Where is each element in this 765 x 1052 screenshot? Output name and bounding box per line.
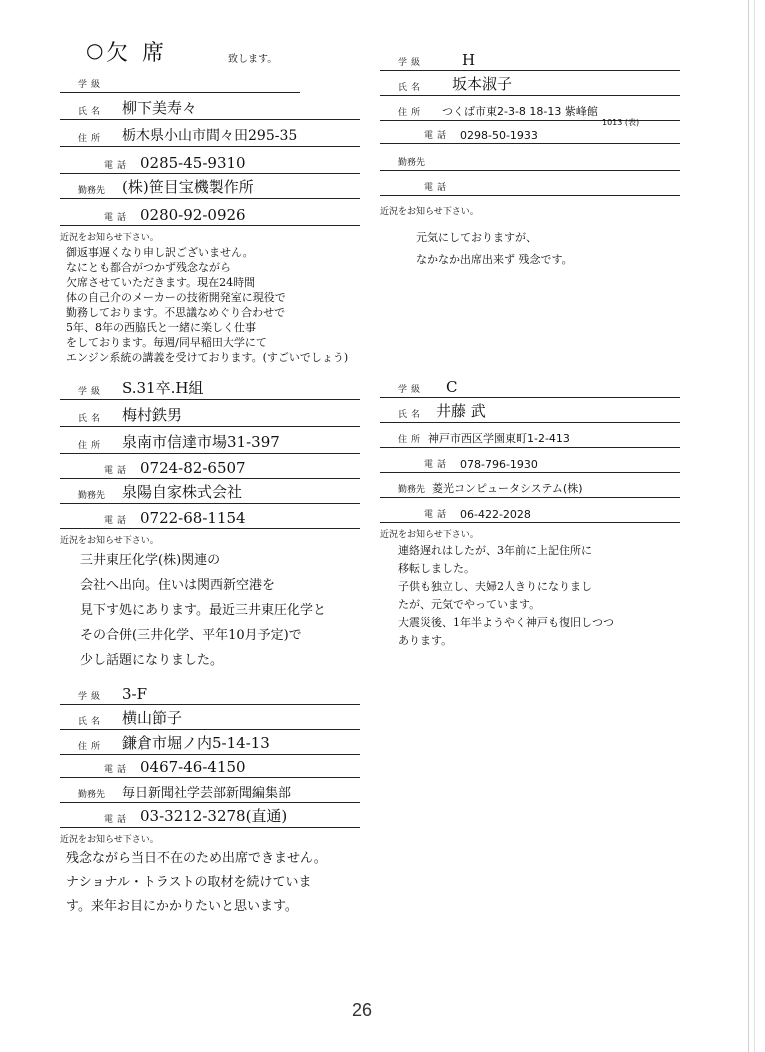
name-value: 梅村鉄男 bbox=[122, 406, 183, 424]
class-value: 3-F bbox=[122, 685, 148, 703]
news-label: 近況をお知らせ下さい。 bbox=[380, 530, 479, 540]
news-text: 三井東圧化学(株)関連の 会社へ出向。住いは関西新空港を 見下す処にあります。最近三井東圧化学と その合併(三井化学、平年10月予定)で 少し話題になりました。 bbox=[80, 553, 326, 668]
absence-header bbox=[60, 38, 360, 72]
news-text: 残念ながら当日不在のため出席できません。ナショナル・トラストの取材を続けています。来年お目にかかりたいと思います。 bbox=[66, 851, 327, 914]
phone-label: 電話 bbox=[104, 466, 131, 476]
address-value: 鎌倉市堀ノ内5-14-13 bbox=[122, 734, 270, 752]
page-number: 26 bbox=[352, 1000, 373, 1020]
circle-mark-icon: ○ bbox=[86, 38, 104, 62]
name-field bbox=[60, 93, 360, 120]
workplace-value: (株)笹目宝機製作所 bbox=[122, 178, 254, 196]
news-label: 近況をお知らせ下さい。 bbox=[60, 233, 159, 243]
phone-field bbox=[60, 755, 360, 778]
workplace-field bbox=[380, 473, 680, 498]
page-edge-line bbox=[748, 0, 749, 1052]
phone-field bbox=[60, 147, 360, 174]
news-label: 近況をお知らせ下さい。 bbox=[60, 536, 159, 546]
phone-label: 電話 bbox=[424, 460, 451, 470]
name-label: 氏名 bbox=[78, 717, 105, 727]
phone-label: 電話 bbox=[424, 131, 451, 141]
work-phone-field bbox=[380, 171, 680, 196]
work-phone-field bbox=[60, 803, 360, 828]
workplace-field bbox=[60, 778, 360, 803]
name-label: 氏名 bbox=[78, 414, 105, 424]
address-note: 1013 (表) bbox=[602, 118, 640, 127]
phone-label: 電話 bbox=[104, 765, 131, 775]
address-label: 住所 bbox=[398, 435, 425, 445]
work-phone-field bbox=[60, 199, 360, 226]
name-value: 柳下美寿々 bbox=[122, 99, 198, 117]
address-value: 神戸市西区学園東町1-2-413 bbox=[428, 432, 570, 445]
work-phone-value: 03-3212-3278(直通) bbox=[140, 807, 288, 825]
class-value: C bbox=[446, 378, 458, 396]
absence-suffix: 致します。 bbox=[228, 54, 278, 65]
class-field bbox=[60, 682, 360, 705]
class-field bbox=[60, 72, 300, 93]
entry-card bbox=[60, 375, 360, 678]
class-label: 学級 bbox=[398, 385, 425, 395]
workplace-label: 勤務先 bbox=[78, 790, 106, 800]
address-value: 泉南市信達市場31-397 bbox=[122, 433, 280, 451]
class-field bbox=[380, 375, 680, 398]
workplace-value: 泉陽自家株式会社 bbox=[122, 483, 243, 501]
address-value: 栃木県小山市間々田295-35 bbox=[122, 128, 298, 144]
workplace-label: 勤務先 bbox=[398, 485, 426, 495]
address-label: 住所 bbox=[78, 441, 105, 451]
entry-card bbox=[60, 682, 360, 919]
class-label: 学級 bbox=[78, 692, 105, 702]
right-column bbox=[380, 38, 680, 650]
work-phone-label: 電話 bbox=[424, 510, 451, 520]
class-value: S.31卒.H組 bbox=[122, 379, 204, 397]
workplace-label: 勤務先 bbox=[398, 158, 426, 168]
class-field bbox=[60, 375, 360, 400]
work-phone-label: 電話 bbox=[424, 183, 451, 193]
name-value: 坂本淑子 bbox=[452, 75, 513, 93]
name-value: 井藤 武 bbox=[436, 402, 486, 420]
workplace-value: 毎日新聞社学芸部新聞編集部 bbox=[122, 786, 292, 801]
address-field bbox=[380, 96, 680, 127]
address-label: 住所 bbox=[78, 742, 105, 752]
name-field bbox=[60, 400, 360, 427]
workplace-field bbox=[60, 479, 360, 504]
workplace-field bbox=[380, 144, 680, 171]
work-phone-field bbox=[380, 498, 680, 523]
name-field bbox=[380, 71, 680, 96]
name-label: 氏名 bbox=[398, 410, 425, 420]
address-field bbox=[60, 427, 360, 454]
address-field bbox=[380, 423, 680, 448]
address-value: つくば市東2-3-8 18-13 紫峰館 bbox=[442, 105, 598, 118]
work-phone-label: 電話 bbox=[104, 815, 131, 825]
phone-value: 0285-45-9310 bbox=[140, 154, 246, 172]
class-field bbox=[380, 48, 680, 71]
phone-value: 078-796-1930 bbox=[460, 458, 538, 471]
left-column bbox=[60, 38, 360, 919]
name-field bbox=[380, 398, 680, 423]
news-label: 近況をお知らせ下さい。 bbox=[60, 835, 159, 845]
address-label: 住所 bbox=[398, 108, 425, 118]
phone-field bbox=[60, 454, 360, 479]
name-label: 氏名 bbox=[398, 83, 425, 93]
phone-value: 0724-82-6507 bbox=[140, 459, 246, 477]
work-phone-label: 電話 bbox=[104, 516, 131, 526]
news-text: 連絡遅れはしたが、3年前に上記住所に 移転しました。 子供も独立し、夫婦2人きりになりまし たが、元気でやっています。 大震災後、1年半ようやく神戸も復旧しつつ あります。 bbox=[398, 544, 614, 647]
class-label: 学級 bbox=[78, 80, 105, 90]
news-label: 近況をお知らせ下さい。 bbox=[380, 207, 479, 217]
news-text: 元気にしておりますが、 なかなか出席出来ず 残念です。 bbox=[416, 231, 573, 266]
workplace-label: 勤務先 bbox=[78, 186, 106, 196]
name-field bbox=[60, 705, 360, 730]
workplace-label: 勤務先 bbox=[78, 491, 106, 501]
workplace-field bbox=[60, 174, 360, 199]
class-label: 学級 bbox=[78, 387, 105, 397]
phone-value: 0467-46-4150 bbox=[140, 758, 246, 776]
work-phone-value: 0722-68-1154 bbox=[140, 509, 246, 527]
page-edge-line bbox=[754, 0, 755, 1052]
entry-card bbox=[60, 72, 360, 371]
work-phone-value: 0280-92-0926 bbox=[140, 206, 246, 224]
class-label: 学級 bbox=[398, 58, 425, 68]
entry-card bbox=[380, 375, 680, 650]
phone-value: 0298-50-1933 bbox=[460, 129, 538, 142]
name-label: 氏名 bbox=[78, 107, 105, 117]
entry-card bbox=[380, 48, 680, 367]
workplace-value: 菱光コンピュータシステム(株) bbox=[432, 482, 583, 495]
work-phone-field bbox=[60, 504, 360, 529]
work-phone-value: 06-422-2028 bbox=[460, 508, 531, 521]
phone-field bbox=[380, 448, 680, 473]
class-value: H bbox=[462, 51, 476, 69]
work-phone-label: 電話 bbox=[104, 213, 131, 223]
phone-label: 電話 bbox=[104, 161, 131, 171]
address-field bbox=[60, 120, 360, 147]
address-field bbox=[60, 730, 360, 755]
absence-title: 欠席 bbox=[106, 41, 179, 66]
news-text: 御返事遅くなり申し訳ございません。 なにとも都合がつかず残念ながら 欠席させていただきます。現在24時間 体の自己介のメーカーの技術開発室に現役で 勤務しております。不思議なめぐり合わせで 5年、8年の西脇氏と一緒に楽しく仕事 をしております。毎週/同早稲田大学にて エンジン系統の講義を受けております。(すごいでしょう) bbox=[66, 246, 349, 364]
name-value: 横山節子 bbox=[122, 709, 183, 727]
address-label: 住所 bbox=[78, 134, 105, 144]
phone-field bbox=[380, 121, 680, 144]
